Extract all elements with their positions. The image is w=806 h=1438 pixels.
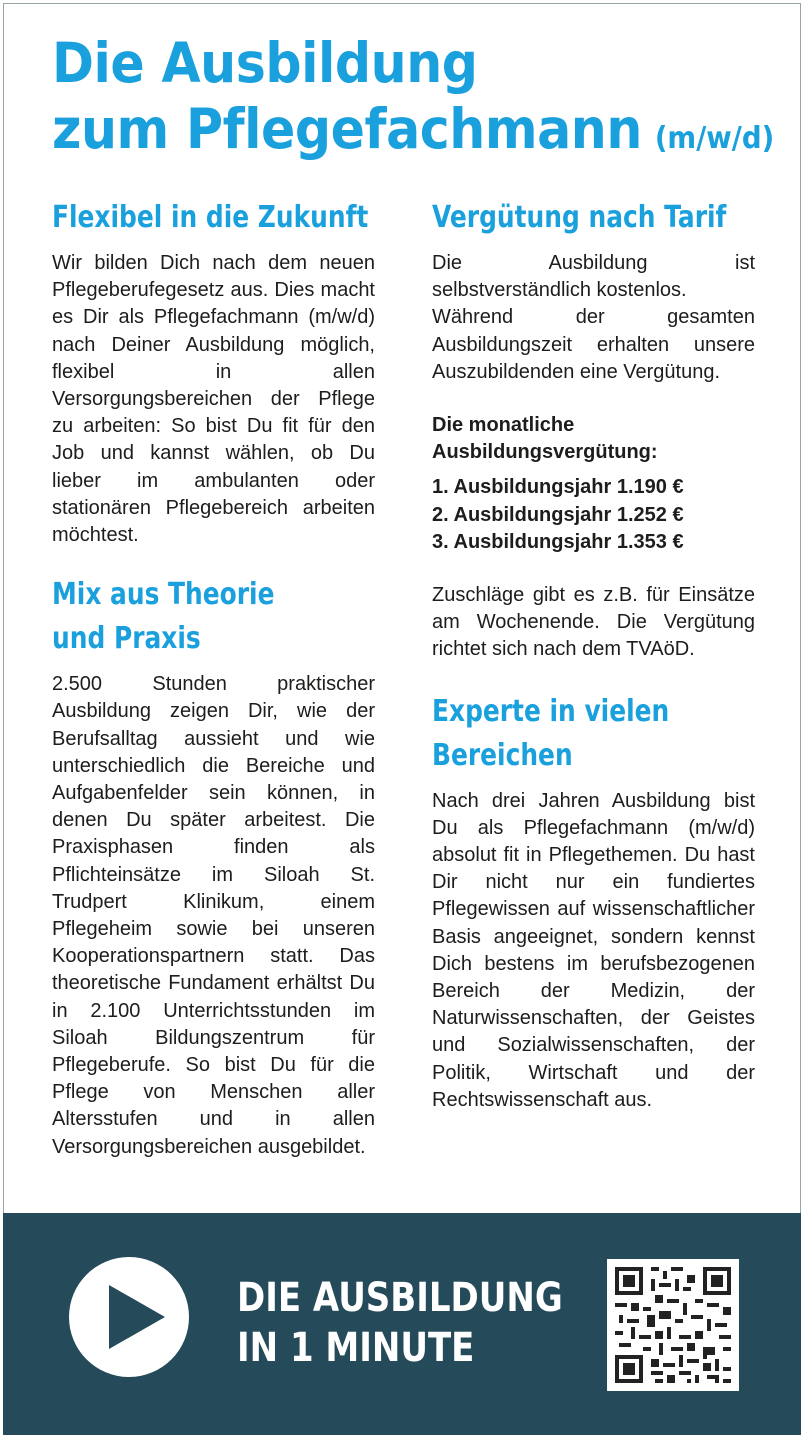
- cta-line-1: DIE AUSBILDUNG: [237, 1275, 563, 1321]
- section-body-verguetung-3: Zuschläge gibt es z.B. für Einsätze am Wochenende. Die Vergütung richtet sich nach dem TVAöD.: [432, 584, 755, 661]
- right-column: [432, 196, 755, 1114]
- section-body-mix: 2.500 Stunden praktischer Ausbildung zeigen Dir, wie der Berufsalltag aussieht und wie unterschiedlich die Bereiche und Aufgabenfelder sein können, in denen Du später arbeitest. Die Praxisphasen finden als Pflichteinsätze im Siloah St. Trudpert Klinikum, einem Pflegeheim sowie bei unseren Kooperationspartnern statt. Das theoretische Fundament erhältst Du in 2.100 Unterrichtsstunden im Siloah Bildungszentrum für Pflegeberufe. So bist Du für die Pflege von Menschen aller Altersstufen und in allen Versorgungsbereichen ausgebildet.: [52, 673, 375, 1158]
- video-footer[interactable]: [3, 1213, 801, 1435]
- play-icon[interactable]: [69, 1257, 189, 1377]
- video-cta[interactable]: [237, 1273, 563, 1373]
- section-body-flexibel: Wir bilden Dich nach dem neuen Pflegeberufegesetz aus. Dies macht es Dir als Pflegefachmann (m/w/d) nach Deiner Ausbildung möglich, flexibel in allen Versorgungsbereichen der Pflege zu arbeiten: So bist Du fit für den Job und kannst wählen, ob Du lieber im ambulanten oder stationären Pflegebereich arbeiten möchtest.: [52, 252, 375, 547]
- section-heading-experte-line-2: Bereichen: [432, 737, 573, 773]
- section-heading-flexibel: Flexibel in die Zukunft: [52, 200, 369, 235]
- cta-line-2: IN 1 MINUTE: [237, 1325, 475, 1371]
- section-body-experte: Nach drei Jahren Ausbildung bist Du als Pflegefachmann (m/w/d) absolut fit in Pflegethemen. Du hast Dir nicht nur ein fundiertes Pflegewissen auf wissenschaftlicher Basis angeeignet, sondern kennst Dich bestens im berufsbezogenen Bereich der Medizin, der Naturwissenschaften, der Geistes und Sozialwissenschaften, der Politik, Wirtschaft und der Rechtswissenschaft aus.: [432, 789, 755, 1111]
- pay-item-2: 2. Ausbildungsjahr 1.252 €: [432, 503, 684, 526]
- title-line-2-text: zum Pflegefachmann: [52, 97, 642, 161]
- left-column: [52, 196, 375, 1161]
- section-body-verguetung-2: Während der gesamten Ausbildungszeit erhalten unsere Auszubildenden eine Vergütung.: [432, 306, 755, 383]
- pay-item-3: 3. Ausbildungsjahr 1.353 €: [432, 530, 684, 553]
- title-line-2: [52, 96, 774, 172]
- section-heading-experte-line-1: Experte in vielen: [432, 693, 670, 729]
- pay-heading-line-2: Ausbildungsvergütung:: [432, 441, 658, 464]
- section-heading-mix-line-2: und Praxis: [52, 621, 201, 657]
- section-body-verguetung-1: Die Ausbildung ist selbstverständlich kostenlos.: [432, 252, 755, 302]
- section-heading-verguetung: Vergütung nach Tarif: [432, 200, 727, 235]
- pay-heading-line-1: Die monatliche: [432, 414, 575, 437]
- section-heading-mix-line-1: Mix aus Theorie: [52, 577, 275, 613]
- title-line-1: Die Ausbildung: [52, 31, 478, 95]
- title-suffix: (m/w/d): [654, 121, 775, 156]
- pay-item-1: 1. Ausbildungsjahr 1.190 €: [432, 476, 684, 499]
- qr-code-icon[interactable]: [607, 1259, 739, 1391]
- page-title: [52, 30, 774, 172]
